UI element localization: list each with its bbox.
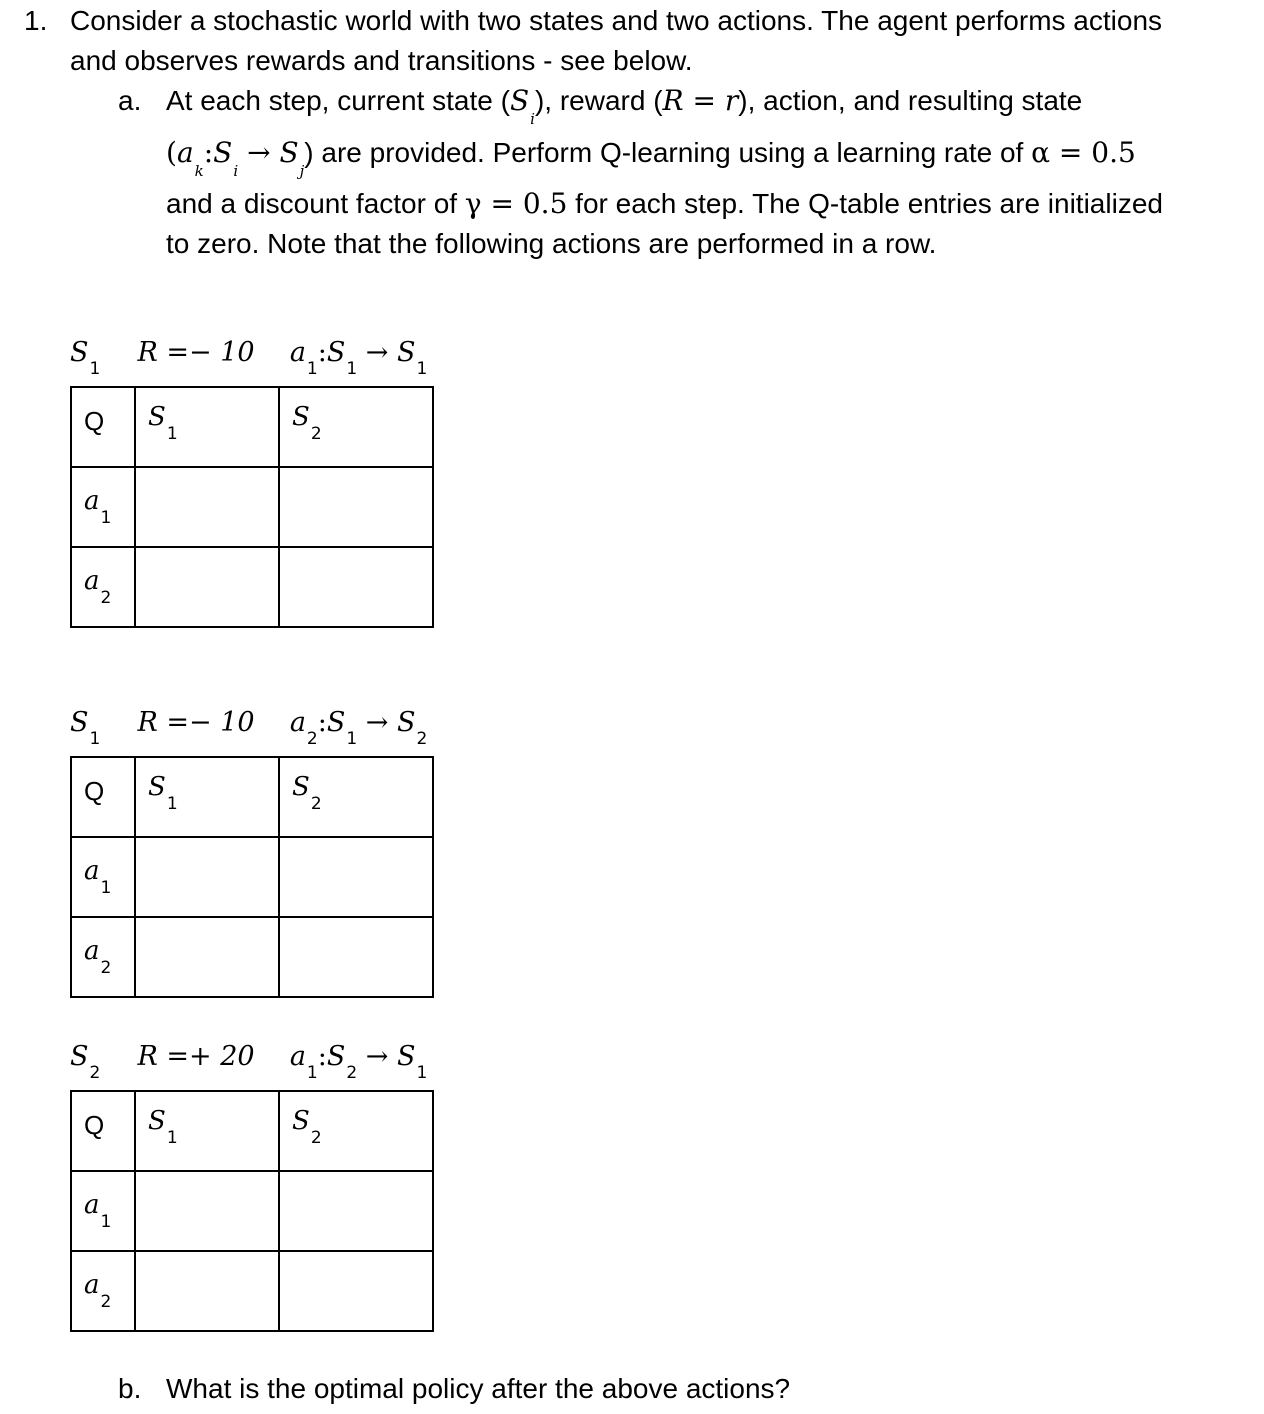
step-header-3 — [70, 1040, 428, 1083]
q-table-row-header — [71, 917, 135, 997]
row-action-sub: 2 — [100, 588, 112, 608]
row-action: a — [84, 1190, 100, 1220]
step-from-sub: 1 — [346, 359, 358, 379]
col-state-sub: 2 — [310, 1128, 322, 1148]
q-table-cell[interactable] — [279, 1171, 433, 1251]
action-subscript-k: k — [194, 162, 204, 180]
step-state: S — [70, 707, 89, 738]
step-to: S — [397, 707, 416, 738]
step-to: S — [397, 337, 416, 368]
row-action: a — [84, 566, 100, 596]
step-from-sub: 1 — [346, 729, 358, 749]
step-from: S — [326, 707, 346, 738]
q-table-cell[interactable] — [135, 1251, 279, 1331]
q-table-col-header — [279, 387, 433, 467]
part-b-question: What is the optimal policy after the above actions? — [166, 1373, 791, 1404]
part-a-line-3-pre: and a discount factor of — [166, 188, 458, 219]
q-table-col-header — [135, 1091, 279, 1171]
col-state: S — [148, 772, 166, 802]
step-colon: : — [317, 707, 327, 738]
q-table-row — [71, 917, 433, 997]
row-action-sub: 1 — [100, 508, 112, 528]
step-action-sub: 1 — [306, 359, 318, 379]
alpha-value: α = 0.5 — [1031, 136, 1136, 169]
question-line-2: and observes rewards and transitions - see below. — [70, 45, 693, 76]
step-state: S — [70, 337, 89, 368]
action-symbol: a — [176, 136, 194, 169]
row-action-sub: 1 — [100, 1212, 112, 1232]
q-table-header-row — [71, 1091, 433, 1171]
step-reward: R =− 10 — [137, 707, 255, 738]
col-state: S — [292, 1106, 310, 1136]
row-action: a — [84, 486, 100, 516]
q-label: Q — [84, 406, 105, 436]
from-subscript-i: i — [233, 162, 239, 180]
step-state: S — [70, 1041, 89, 1072]
step-state-sub: 1 — [89, 359, 101, 379]
q-table-cell[interactable] — [279, 547, 433, 627]
col-state: S — [292, 402, 310, 432]
q-table-col-header — [135, 387, 279, 467]
q-table-cell[interactable] — [135, 1171, 279, 1251]
q-table-header-row — [71, 757, 433, 837]
gamma-value: γ = 0.5 — [464, 187, 568, 220]
part-a-line-3 — [166, 187, 1163, 221]
col-state-sub: 2 — [310, 794, 322, 814]
q-table-row — [71, 837, 433, 917]
step-to: S — [397, 1041, 416, 1072]
reward-eq: R — [662, 84, 684, 117]
q-table-cell[interactable] — [279, 467, 433, 547]
col-state-sub: 1 — [166, 1128, 178, 1148]
q-table-cell[interactable] — [135, 917, 279, 997]
col-state-sub: 2 — [310, 424, 322, 444]
q-table-1 — [70, 386, 434, 628]
step-to-sub: 2 — [416, 729, 428, 749]
step-from: S — [326, 337, 346, 368]
q-table-cell[interactable] — [135, 837, 279, 917]
step-colon: : — [317, 1041, 327, 1072]
step-to-sub: 1 — [416, 1063, 428, 1083]
step-action-sub: 2 — [306, 729, 318, 749]
col-state: S — [292, 772, 310, 802]
q-table-header-row — [71, 387, 433, 467]
paren-open: ( — [166, 136, 177, 169]
part-a-label: a. — [118, 85, 142, 116]
col-state: S — [148, 1106, 166, 1136]
step-from-sub: 2 — [346, 1063, 358, 1083]
step-colon: : — [317, 337, 327, 368]
step-action-sub: 1 — [306, 1063, 318, 1083]
to-subscript-j: j — [299, 162, 305, 180]
row-action: a — [84, 1270, 100, 1300]
q-table-row-header — [71, 1251, 135, 1331]
col-state-sub: 1 — [166, 794, 178, 814]
q-label: Q — [84, 776, 105, 806]
q-table-cell[interactable] — [279, 1251, 433, 1331]
question-number: 1. — [24, 5, 48, 36]
to-state: S — [279, 136, 299, 169]
col-state: S — [148, 402, 166, 432]
from-state: S — [213, 136, 233, 169]
q-table-corner — [71, 757, 135, 837]
q-table-col-header — [279, 1091, 433, 1171]
q-table-3 — [70, 1090, 434, 1332]
row-action-sub: 2 — [100, 958, 112, 978]
part-a-line-1-mid: ), reward ( — [534, 85, 663, 116]
step-from: S — [326, 1041, 346, 1072]
reward-r: r — [724, 84, 739, 117]
q-table-cell[interactable] — [279, 917, 433, 997]
state-symbol: S — [509, 84, 530, 117]
part-a-line-3-post: for each step. The Q-table entries are initialized — [575, 188, 1163, 219]
step-state-sub: 1 — [89, 729, 101, 749]
part-a-line-1 — [166, 84, 1083, 128]
question-line-1: Consider a stochastic world with two states and two actions. The agent performs actions — [70, 5, 1163, 36]
arrow-icon: → — [365, 1041, 397, 1072]
q-table-row-header — [71, 837, 135, 917]
row-action: a — [84, 936, 100, 966]
q-table-row-header — [71, 1171, 135, 1251]
step-header-1 — [70, 336, 428, 379]
part-a-line-1-pre: At each step, current state ( — [166, 85, 510, 116]
q-label: Q — [84, 1110, 105, 1140]
q-table-col-header — [135, 757, 279, 837]
part-b-label: b. — [118, 1373, 142, 1404]
q-table-cell[interactable] — [279, 837, 433, 917]
arrow-icon: → — [365, 337, 397, 368]
q-table-cell[interactable] — [135, 467, 279, 547]
q-table-row-header — [71, 467, 135, 547]
q-table-row-header — [71, 547, 135, 627]
row-action-sub: 2 — [100, 1292, 112, 1312]
q-table-row — [71, 547, 433, 627]
arrow-icon: → — [365, 707, 397, 738]
row-action-sub: 1 — [100, 878, 112, 898]
step-reward: R =− 10 — [137, 337, 255, 368]
q-table-row — [71, 1171, 433, 1251]
q-table-row — [71, 1251, 433, 1331]
q-table-corner — [71, 387, 135, 467]
q-table-2 — [70, 756, 434, 998]
row-action: a — [84, 856, 100, 886]
step-to-sub: 1 — [416, 359, 428, 379]
step-action: a — [289, 1041, 306, 1072]
part-a-line-2 — [166, 136, 1136, 180]
step-action: a — [289, 707, 306, 738]
q-table-row — [71, 467, 433, 547]
reward-equals: = — [683, 84, 725, 117]
arrow-icon: → — [238, 136, 280, 169]
step-action: a — [289, 337, 306, 368]
part-a-line-4: to zero. Note that the following actions are performed in a row. — [166, 228, 937, 259]
colon: : — [203, 136, 214, 169]
step-header-2 — [70, 706, 428, 749]
step-state-sub: 2 — [89, 1063, 101, 1083]
step-reward: R =+ 20 — [137, 1041, 255, 1072]
part-a-line-2-post: ) are provided. Perform Q-learning using a learning rate of — [304, 137, 1024, 168]
part-a-line-1-post: ), action, and resulting state — [738, 85, 1083, 116]
state-subscript-i: i — [530, 110, 535, 128]
q-table-cell[interactable] — [135, 547, 279, 627]
q-table-col-header — [279, 757, 433, 837]
q-table-corner — [71, 1091, 135, 1171]
col-state-sub: 1 — [166, 424, 178, 444]
